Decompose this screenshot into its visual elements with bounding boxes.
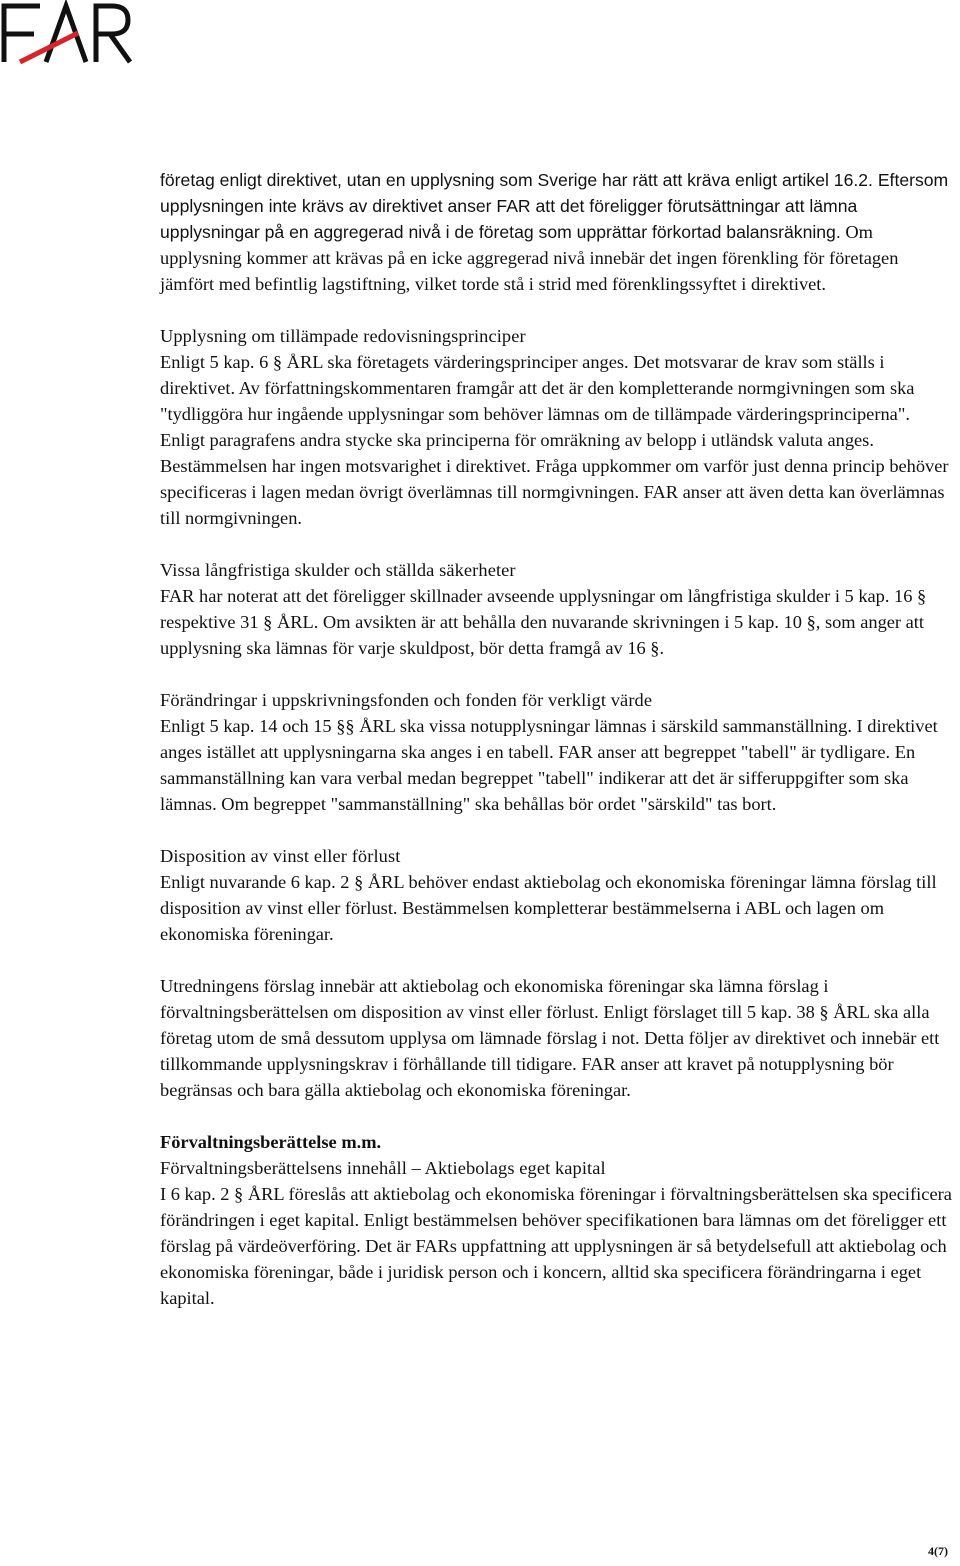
paragraph-skulder: FAR har noterat att det föreligger skillnader avseende upplysningar om långfristiga skulder i 5 kap. 16 § respektive 31 § ÅRL. Om avsikten är att behålla den nuvarande skrivningen i 5 kap. 10 §, som anger att upplysning ska lämnas för varje skuldpost, bör detta framgå av 16 §. <box>160 586 927 658</box>
page-number: 4(7) <box>928 1544 948 1558</box>
intro-sans-text: företag enligt direktivet, utan en upplysning som Sverige har rätt att kräva enligt artikel 16.2. Eftersom upplysningen inte krävs av direktivet anser FAR att det föreligger förutsättningar att lämna upplysningar på en aggregerad nivå i de företag som upprättar förkortad balansräkning. <box>160 170 949 242</box>
document-body <box>160 167 956 1311</box>
heading-skulder: Vissa långfristiga skulder och ställda säkerheter <box>160 560 516 580</box>
paragraph-forvaltning: I 6 kap. 2 § ÅRL föreslås att aktiebolag och ekonomiska föreningar i förvaltningsberättelsen ska specificera förändringen i eget kapital. Enligt bestämmelsen behöver specifikationen bara lämnas om det föreligger ett förslag på värdeöverföring. Det är FARs uppfattning att upplysningen är så betydelsefull att aktiebolag och ekonomiska föreningar, både i juridisk person och i koncern, alltid ska specificera förändringarna i eget kapital. <box>160 1184 952 1308</box>
subheading-eget-kapital: Förvaltningsberättelsens innehåll – Aktiebolags eget kapital <box>160 1158 606 1178</box>
paragraph-upplysning: Enligt 5 kap. 6 § ÅRL ska företagets värderingsprinciper anges. Det motsvarar de krav som ställs i direktivet. Av författningskommentaren framgår att det är den kompletterande normgivningen som ska "tydliggöra hur ingående upplysningar som behöver lämnas om de tillämpade värderingsprinciperna". Enligt paragrafens andra stycke ska principerna för omräkning av belopp i utländsk valuta anges. Bestämmelsen har ingen motsvarighet i direktivet. Fråga uppkommer om varför just denna princip behöver specificeras i lagen medan övrigt överlämnas till normgivningen. FAR anser att även detta kan överlämnas till normgivningen. <box>160 352 949 528</box>
heading-disposition: Disposition av vinst eller förlust <box>160 846 401 866</box>
paragraph-disposition: Enligt nuvarande 6 kap. 2 § ÅRL behöver endast aktiebolag och ekonomiska föreningar lämna förslag till disposition av vinst eller förlust. Bestämmelsen kompletterar bestämmelserna i ABL och lagen om ekonomiska föreningar. <box>160 872 937 944</box>
paragraph-intro <box>160 167 956 297</box>
far-logo <box>0 0 132 66</box>
paragraph-fonden: Enligt 5 kap. 14 och 15 §§ ÅRL ska vissa notupplysningar lämnas i särskild sammanställning. I direktivet anges istället att upplysningarna ska anges i en tabell. FAR anser att begreppet "tabell" är tydligare. En sammanställning kan vara verbal medan begreppet "tabell" indikerar att det är sifferuppgifter som ska lämnas. Om begreppet "sammanställning" ska behållas bör ordet "särskild" tas bort. <box>160 716 938 814</box>
paragraph-utredningen: Utredningens förslag innebär att aktiebolag och ekonomiska föreningar ska lämna förslag i förvaltningsberättelsen om disposition av vinst eller förlust. Enligt förslaget till 5 kap. 38 § ÅRL ska alla företag utom de små dessutom upplysa om lämnade förslag i not. Detta följer av direktivet och innebär ett tillkommande upplysningskrav i förhållande till tidigare. FAR anser att kravet på notupplysning bör begränsas och bara gälla aktiebolag och ekonomiska föreningar. <box>160 976 940 1100</box>
heading-forvaltningsberattelse: Förvaltningsberättelse m.m. <box>160 1132 382 1152</box>
heading-upplysning: Upplysning om tillämpade redovisningsprinciper <box>160 326 526 346</box>
intro-serif-text: Om upplysning kommer att krävas på en icke aggregerad nivå innebär det ingen förenkling för företagen jämfört med befintlig lagstiftning, vilket torde stå i strid med förenklingssyftet i direktivet. <box>160 222 899 294</box>
heading-fonden: Förändringar i uppskrivningsfonden och fonden för verkligt värde <box>160 690 653 710</box>
